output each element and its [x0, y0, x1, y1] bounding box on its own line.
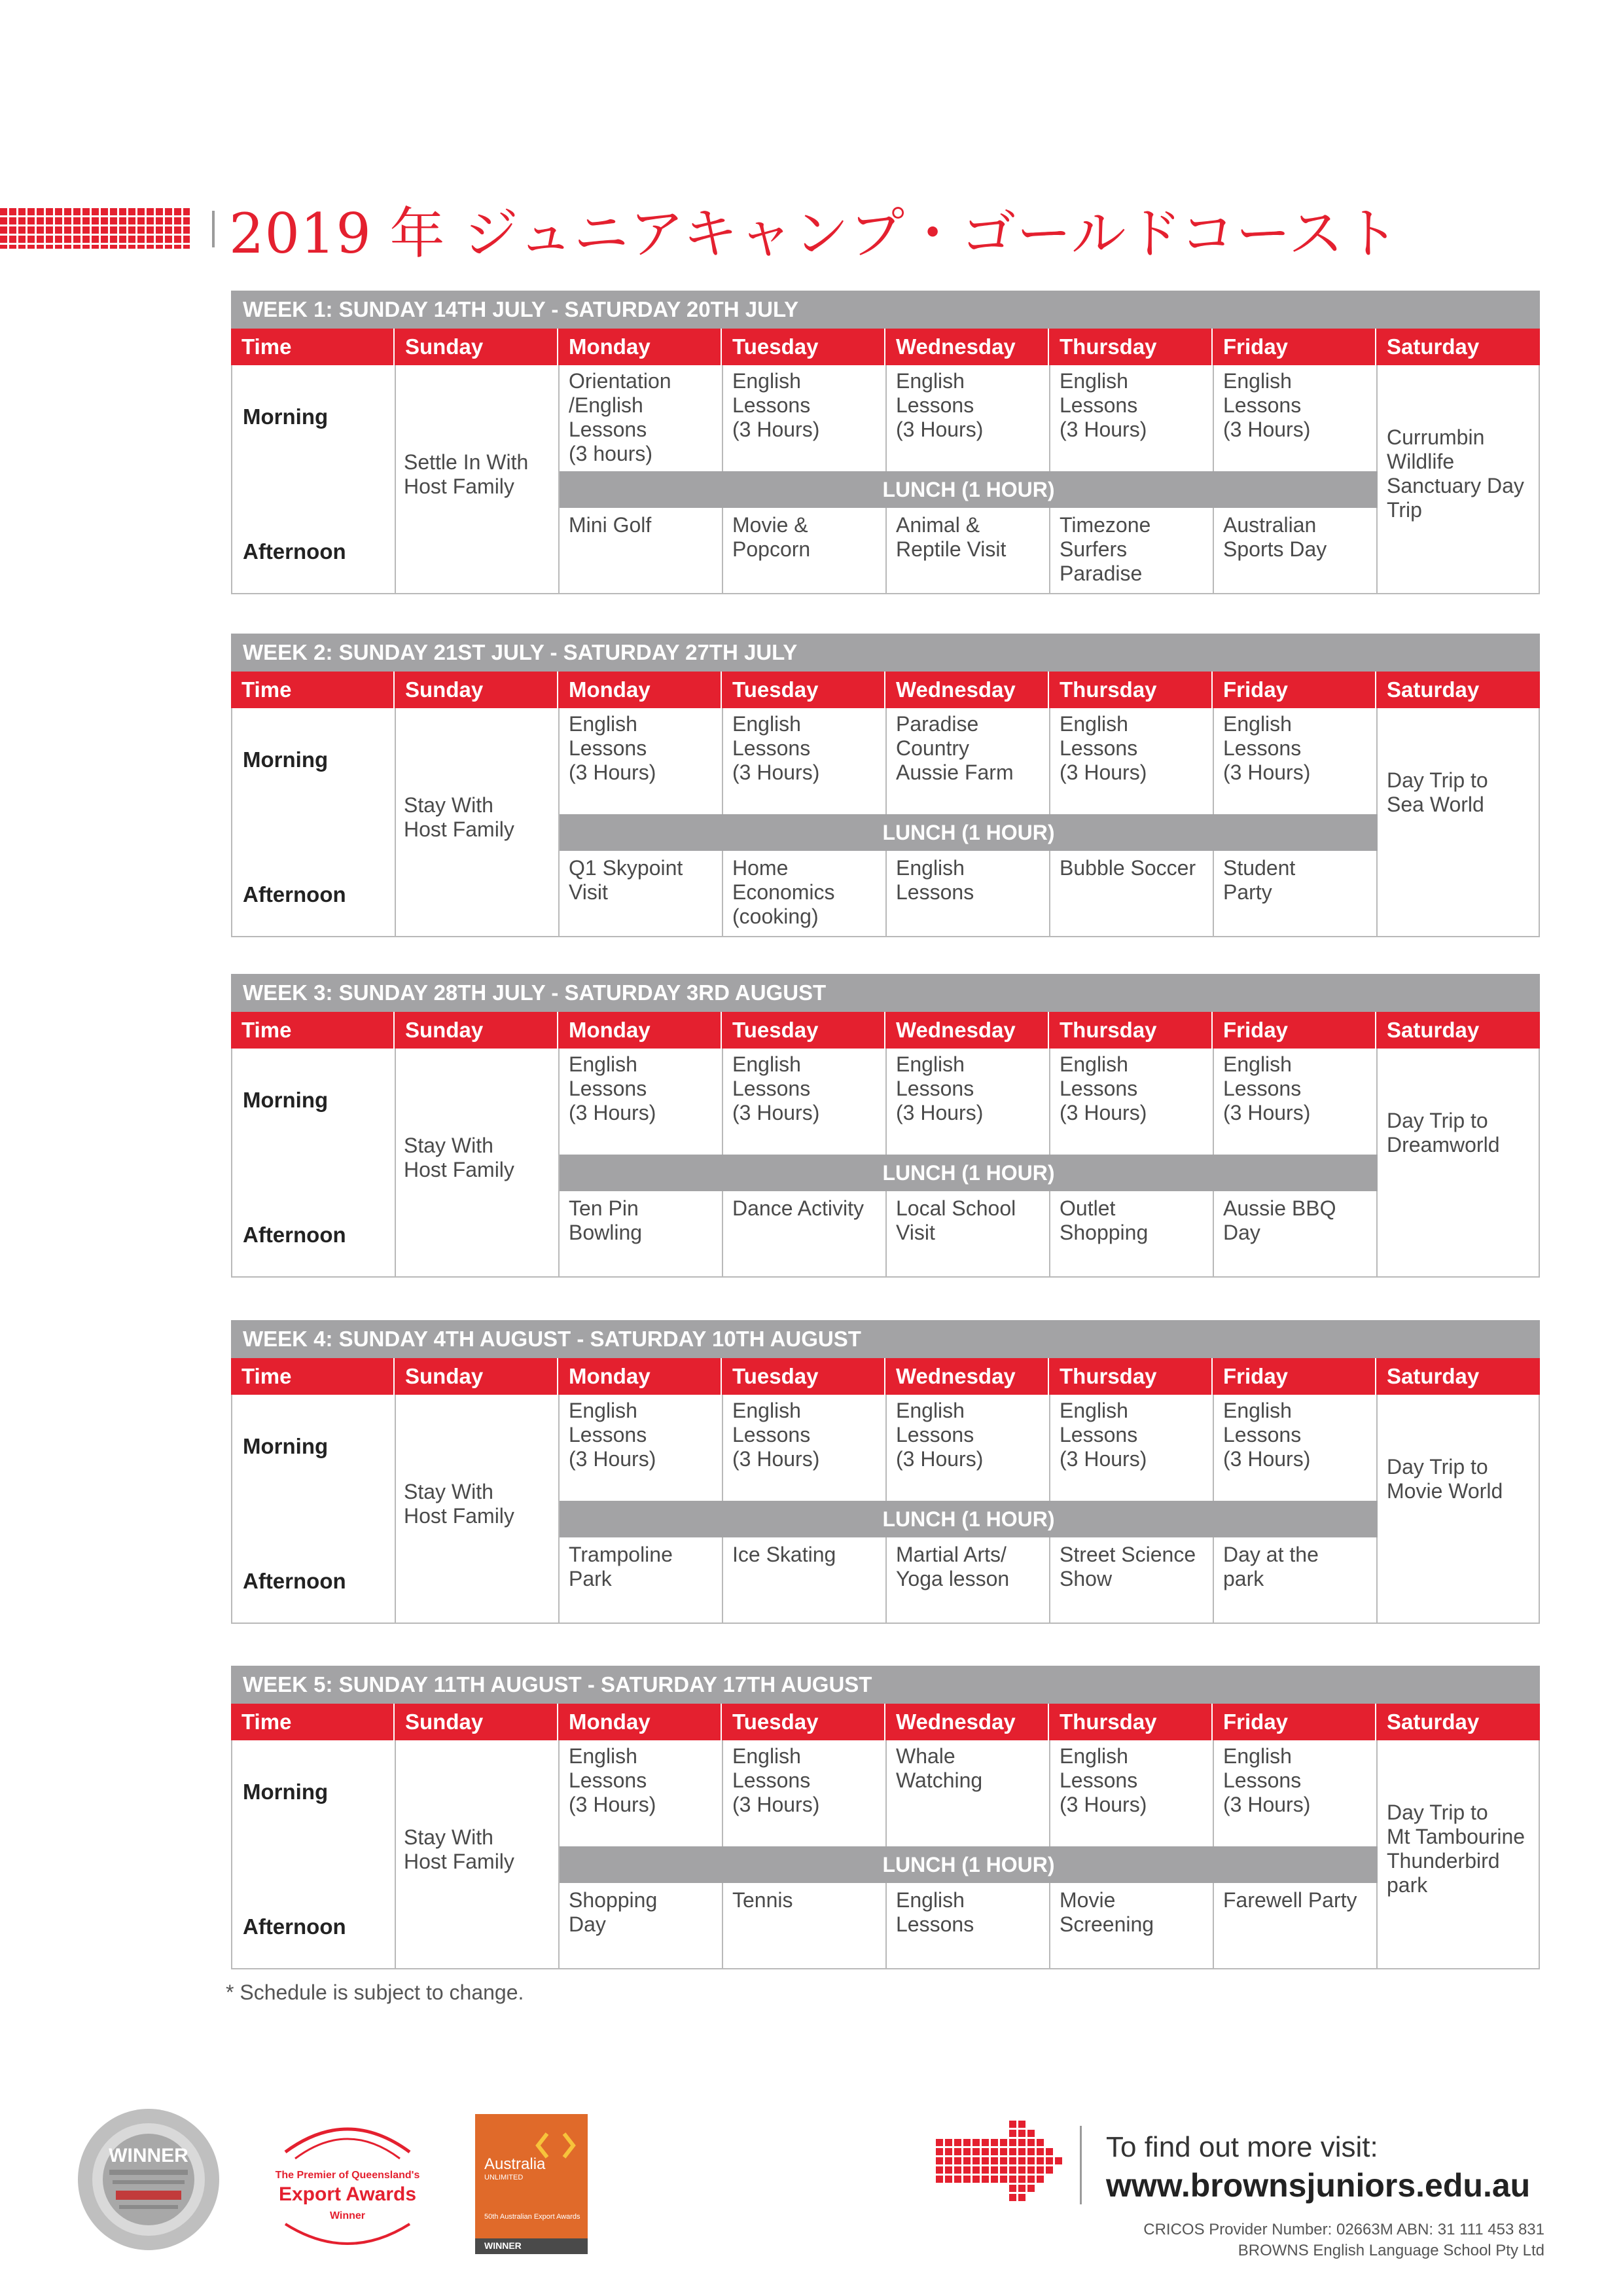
aus-sub: UNLIMITED: [484, 2174, 524, 2181]
premier-line2: Export Awards: [278, 2183, 417, 2205]
morning-cell: English Lessons (3 Hours): [1223, 1399, 1311, 1471]
afternoon-label: Afternoon: [243, 1914, 346, 1939]
morning-label: Morning: [243, 404, 329, 429]
footer-website-link[interactable]: www.brownsjuniors.edu.au: [1106, 2167, 1531, 2204]
week-body: [231, 1049, 1540, 1278]
week-table: [231, 291, 1540, 594]
footer-cricos: CRICOS Provider Number: 02663M ABN: 31 111 453 831: [1143, 2221, 1544, 2238]
premier-export-award-logo: [259, 2113, 436, 2250]
premier-line3: Winner: [329, 2210, 366, 2221]
saturday-cell: Day Trip to Sea World: [1387, 768, 1488, 816]
afternoon-cell: English Lessons: [896, 856, 974, 904]
morning-cell: English Lessons (3 Hours): [1060, 369, 1147, 441]
day-header: Wednesday: [885, 1012, 1049, 1049]
premier-swoosh-graphic: [259, 2113, 436, 2250]
week-table: [231, 634, 1540, 937]
day-header: Saturday: [1387, 1710, 1480, 1734]
afternoon-label: Afternoon: [243, 539, 346, 564]
day-header-row: [231, 672, 1540, 708]
day-header: Wednesday: [885, 672, 1049, 708]
morning-cell: English Lessons (3 Hours): [1060, 1399, 1147, 1471]
sunday-cell: Stay With Host Family: [404, 793, 514, 841]
column-divider: [395, 365, 396, 593]
morning-cell: English Lessons (3 Hours): [1223, 712, 1311, 784]
week-body: [231, 365, 1540, 594]
morning-cell: English Lessons (3 Hours): [1060, 1052, 1147, 1124]
morning-cell: Whale Watching: [896, 1744, 983, 1792]
morning-cell: English Lessons (3 Hours): [896, 369, 984, 441]
day-header: Sunday: [395, 1358, 558, 1395]
day-header: Monday: [558, 329, 722, 365]
afternoon-label: Afternoon: [243, 1569, 346, 1593]
day-header-row: [231, 329, 1540, 365]
day-header: Tuesday: [722, 1704, 885, 1740]
saturday-cell: Currumbin Wildlife Sanctuary Day Trip: [1387, 425, 1524, 522]
morning-cell: English Lessons (3 Hours): [732, 1744, 820, 1816]
day-header: Saturday: [1387, 1018, 1480, 1042]
afternoon-cell: Aussie BBQ Day: [1223, 1196, 1336, 1244]
week-title: WEEK 4: SUNDAY 4TH AUGUST - SATURDAY 10TH AUGUST: [231, 1320, 1540, 1358]
sunday-cell: Stay With Host Family: [404, 1134, 514, 1181]
day-header: Monday: [558, 1012, 722, 1049]
morning-cell: English Lessons (3 Hours): [732, 369, 820, 441]
week-body: [231, 1740, 1540, 1969]
morning-cell: English Lessons (3 Hours): [1060, 712, 1147, 784]
day-header: Thursday: [1049, 672, 1213, 708]
aus-name: Australia: [484, 2155, 546, 2173]
time-header: Time: [231, 1012, 395, 1049]
day-header: Sunday: [395, 1704, 558, 1740]
day-header: Sunday: [395, 329, 558, 365]
afternoon-cell: Trampoline Park: [569, 1543, 673, 1590]
morning-cell: English Lessons (3 Hours): [1060, 1744, 1147, 1816]
day-header: Wednesday: [885, 1704, 1049, 1740]
morning-cell: English Lessons (3 Hours): [569, 1399, 656, 1471]
week-table: [231, 1320, 1540, 1624]
saturday-cell: Day Trip to Movie World: [1387, 1455, 1503, 1503]
winner-badge-text: WINNER: [109, 2145, 188, 2166]
day-header: Thursday: [1049, 1012, 1213, 1049]
morning-cell: English Lessons (3 Hours): [1223, 369, 1311, 441]
afternoon-cell: Ice Skating: [732, 1543, 836, 1566]
day-header: Tuesday: [722, 329, 885, 365]
morning-cell: English Lessons (3 Hours): [1223, 1052, 1311, 1124]
afternoon-cell: Student Party: [1223, 856, 1296, 904]
morning-label: Morning: [243, 1434, 329, 1458]
header-divider: [212, 211, 215, 247]
morning-cell: English Lessons (3 Hours): [569, 1744, 656, 1816]
day-header: Wednesday: [885, 1358, 1049, 1395]
day-header: Sunday: [395, 672, 558, 708]
afternoon-cell: Dance Activity: [732, 1196, 864, 1220]
day-header: Sunday: [395, 1012, 558, 1049]
morning-cell: Orientation /English Lessons (3 hours): [569, 369, 671, 465]
column-divider: [395, 1395, 396, 1623]
day-header: Monday: [558, 1358, 722, 1395]
day-header: Friday: [1213, 672, 1376, 708]
saturday-cell: Day Trip to Dreamworld: [1387, 1109, 1500, 1157]
week-table: [231, 974, 1540, 1278]
afternoon-cell: Martial Arts/ Yoga lesson: [896, 1543, 1010, 1590]
day-header: Thursday: [1049, 1358, 1213, 1395]
header-grid-pattern: [0, 208, 190, 249]
afternoon-cell: Street Science Show: [1060, 1543, 1196, 1590]
afternoon-cell: Outlet Shopping: [1060, 1196, 1149, 1244]
day-header-row: [231, 1704, 1540, 1740]
sunday-cell: Stay With Host Family: [404, 1480, 514, 1528]
morning-cell: English Lessons (3 Hours): [896, 1399, 984, 1471]
week-body: [231, 708, 1540, 937]
day-header-row: [231, 1358, 1540, 1395]
day-header: Saturday: [1387, 1364, 1480, 1388]
day-header: Wednesday: [885, 329, 1049, 365]
day-header: Friday: [1213, 1704, 1376, 1740]
column-divider: [395, 1049, 396, 1276]
day-header: Tuesday: [722, 1358, 885, 1395]
aus-awards: 50th Australian Export Awards: [484, 2213, 580, 2221]
afternoon-label: Afternoon: [243, 882, 346, 906]
lunch-bar: LUNCH (1 HOUR): [560, 1846, 1378, 1883]
afternoon-cell: Timezone Surfers Paradise: [1060, 513, 1151, 585]
day-header: Saturday: [1387, 334, 1480, 359]
day-header: Monday: [558, 1704, 722, 1740]
footer-find-out-text: To find out more visit:: [1106, 2131, 1378, 2163]
day-header: Monday: [558, 672, 722, 708]
day-header: Saturday: [1387, 677, 1480, 702]
morning-cell: English Lessons (3 Hours): [732, 1399, 820, 1471]
week-title: WEEK 2: SUNDAY 21ST JULY - SATURDAY 27TH JULY: [231, 634, 1540, 672]
week-title: WEEK 3: SUNDAY 28TH JULY - SATURDAY 3RD AUGUST: [231, 974, 1540, 1012]
premier-line1: The Premier of Queensland's: [275, 2170, 420, 2181]
browns-arrow-logo: [936, 2121, 1067, 2206]
afternoon-cell: Q1 Skypoint Visit: [569, 856, 683, 904]
sunday-cell: Settle In With Host Family: [404, 450, 529, 498]
day-header: Tuesday: [722, 1012, 885, 1049]
column-divider: [395, 708, 396, 936]
day-header: Friday: [1213, 1012, 1376, 1049]
footer-divider: [1080, 2126, 1082, 2204]
morning-cell: English Lessons (3 Hours): [896, 1052, 984, 1124]
time-header: Time: [231, 329, 395, 365]
morning-label: Morning: [243, 747, 329, 772]
morning-label: Morning: [243, 1088, 329, 1112]
time-header: Time: [231, 672, 395, 708]
morning-cell: English Lessons (3 Hours): [569, 712, 656, 784]
day-header: Friday: [1213, 1358, 1376, 1395]
afternoon-cell: Local School Visit: [896, 1196, 1016, 1244]
week-title: WEEK 5: SUNDAY 11TH AUGUST - SATURDAY 17TH AUGUST: [231, 1666, 1540, 1704]
afternoon-cell: Mini Golf: [569, 513, 652, 537]
day-header: Tuesday: [722, 672, 885, 708]
day-header: Thursday: [1049, 1704, 1213, 1740]
week-table: [231, 1666, 1540, 1969]
afternoon-cell: Ten Pin Bowling: [569, 1196, 643, 1244]
morning-cell: English Lessons (3 Hours): [732, 1052, 820, 1124]
afternoon-cell: Tennis: [732, 1888, 793, 1912]
afternoon-cell: Australian Sports Day: [1223, 513, 1327, 561]
lunch-bar: LUNCH (1 HOUR): [560, 471, 1378, 508]
schedule-note: * Schedule is subject to change.: [226, 1981, 524, 2004]
week-body: [231, 1395, 1540, 1624]
afternoon-cell: Movie Screening: [1060, 1888, 1154, 1936]
column-divider: [395, 1740, 396, 1968]
footer-company: BROWNS English Language School Pty Ltd: [1238, 2242, 1544, 2259]
afternoon-cell: Bubble Soccer: [1060, 856, 1196, 880]
afternoon-cell: Shopping Day: [569, 1888, 658, 1936]
winner-award-logo: [73, 2104, 224, 2255]
morning-cell: English Lessons (3 Hours): [1223, 1744, 1311, 1816]
lunch-bar: LUNCH (1 HOUR): [560, 1501, 1378, 1537]
morning-cell: Paradise Country Aussie Farm: [896, 712, 1014, 784]
aus-winner: WINNER: [484, 2240, 522, 2251]
day-header: Thursday: [1049, 329, 1213, 365]
saturday-cell: Day Trip to Mt Tambourine Thunderbird park: [1387, 1801, 1525, 1897]
sunday-cell: Stay With Host Family: [404, 1825, 514, 1873]
page-title: 2019 年 ジュニアキャンプ・ゴールドコースト: [229, 202, 1400, 266]
week-title: WEEK 1: SUNDAY 14TH JULY - SATURDAY 20TH JULY: [231, 291, 1540, 329]
lunch-bar: LUNCH (1 HOUR): [560, 1155, 1378, 1191]
australia-unlimited-logo: [475, 2114, 588, 2254]
afternoon-cell: Day at the park: [1223, 1543, 1319, 1590]
day-header-row: [231, 1012, 1540, 1049]
afternoon-cell: Home Economics (cooking): [732, 856, 835, 928]
morning-cell: English Lessons (3 Hours): [732, 712, 820, 784]
afternoon-label: Afternoon: [243, 1223, 346, 1247]
lunch-bar: LUNCH (1 HOUR): [560, 814, 1378, 851]
time-header: Time: [231, 1358, 395, 1395]
afternoon-cell: Farewell Party: [1223, 1888, 1357, 1912]
afternoon-cell: Movie & Popcorn: [732, 513, 811, 561]
time-header: Time: [231, 1704, 395, 1740]
morning-cell: English Lessons (3 Hours): [569, 1052, 656, 1124]
morning-label: Morning: [243, 1780, 329, 1804]
afternoon-cell: Animal & Reptile Visit: [896, 513, 1007, 561]
day-header: Friday: [1213, 329, 1376, 365]
afternoon-cell: English Lessons: [896, 1888, 974, 1936]
